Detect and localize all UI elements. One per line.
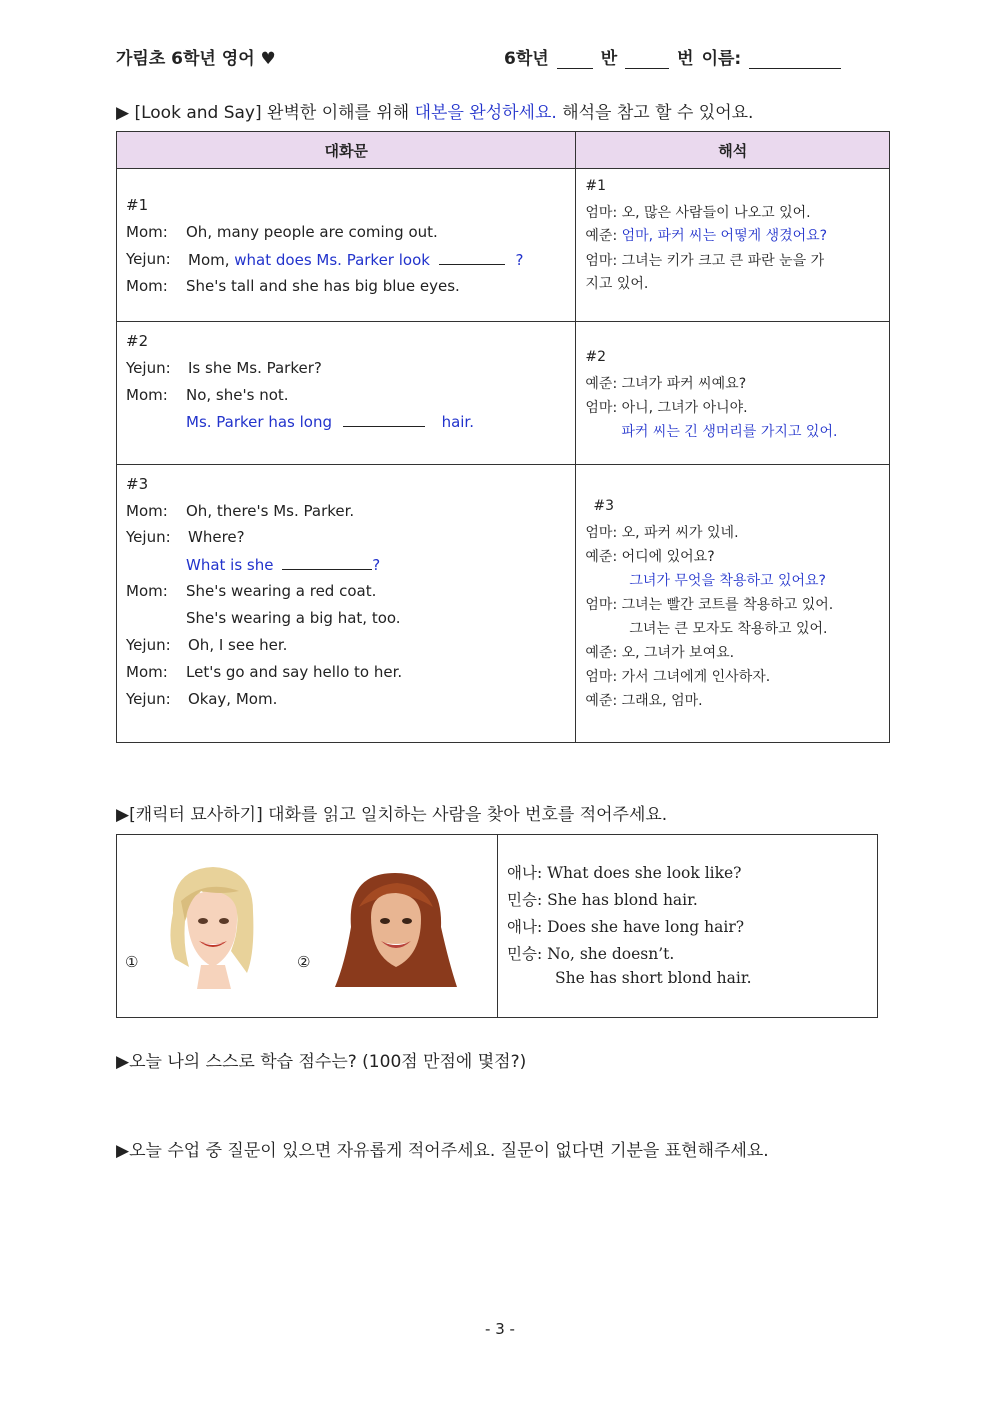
section1-highlight: 대본을 완성하세요.: [414, 103, 557, 123]
translation-line: 예준: 오, 그녀가 보여요.: [585, 645, 735, 661]
section2-title: ▶[캐릭터 묘사하기] 대화를 읽고 일치하는 사람을 찾아 번호를 적어주세요.: [116, 805, 668, 825]
translation-cell-2: [576, 322, 890, 465]
translation-highlight: 그녀가 무엇을 착용하고 있어요?: [629, 573, 826, 589]
option-2-label: ②: [297, 953, 311, 971]
dialogue-table: [116, 131, 890, 743]
description-line: 민승: She has blond hair.: [507, 891, 698, 909]
section1-suffix: 해석을 참고 할 수 있어요.: [556, 103, 754, 123]
self-score-prompt: ▶오늘 나의 스스로 학습 점수는? (100점 만점에 몇점?): [116, 1052, 527, 1072]
speaker: Yejun:: [126, 690, 171, 708]
translation-highlight: 파커 씨는 긴 생머리를 가지고 있어.: [621, 424, 838, 440]
utterance: Is she Ms. Parker?: [188, 359, 322, 377]
brown-long-hair-face-image[interactable]: [331, 867, 461, 989]
question-highlight: what does Ms. Parker look: [234, 251, 430, 269]
question-highlight: What is she: [186, 556, 274, 574]
question-mark: ?: [515, 251, 524, 269]
name-label: 이름:: [701, 49, 742, 69]
speaker: Mom:: [126, 386, 168, 404]
speaker: Mom:: [126, 223, 168, 241]
number-label: 번: [677, 49, 694, 69]
description-line: 애나: Does she have long hair?: [507, 918, 745, 936]
translation-line: 엄마: 오, 파커 씨가 있네.: [585, 525, 739, 541]
class-blank[interactable]: [557, 50, 593, 69]
dialogue-num: #2: [126, 332, 149, 350]
box-divider: [497, 835, 498, 1017]
description-line: 민승: No, she doesn’t.: [507, 945, 675, 963]
section1-title: [116, 98, 753, 123]
question-mark: ?: [372, 556, 381, 574]
utterance: Okay, Mom.: [188, 690, 278, 708]
speaker: Mom:: [126, 582, 168, 600]
utterance: No, she's not.: [186, 386, 289, 404]
school-title: 가림초 6학년 영어 ♥: [116, 49, 276, 69]
dialogue-cell-1: [117, 169, 576, 322]
number-blank[interactable]: [625, 50, 669, 69]
question-prompt: ▶오늘 수업 중 질문이 있으면 자유롭게 적어주세요. 질문이 없다면 기분을 표현해주세요.: [116, 1141, 769, 1161]
translation-line: 엄마: 그녀는 빨간 코트를 착용하고 있어.: [585, 597, 834, 613]
dialogue-cell-3: [117, 465, 576, 743]
student-info: [504, 44, 841, 69]
dialogue-cell-2: [117, 322, 576, 465]
page-number: - 3 -: [485, 1320, 515, 1338]
class-label: 반: [600, 49, 618, 69]
name-blank[interactable]: [749, 50, 841, 69]
speaker: Mom:: [126, 663, 168, 681]
speaker: Yejun:: [126, 359, 171, 377]
dialogue-num: #3: [126, 475, 149, 493]
option-1-label: ①: [125, 953, 139, 971]
translation-line: 엄마: 오, 많은 사람들이 나오고 있어.: [585, 205, 811, 221]
translation-cell-3: [576, 465, 890, 743]
translation-line: 지고 있어.: [585, 276, 649, 292]
translation-line: 예준: 그래요, 엄마.: [585, 693, 703, 709]
description-line: 애나: What does she look like?: [507, 864, 742, 882]
utterance: Oh, many people are coming out.: [186, 223, 438, 241]
answer-blank[interactable]: [343, 412, 425, 427]
translation-line: [585, 225, 827, 245]
translation-num: #3: [593, 498, 615, 514]
worksheet-header: [116, 44, 876, 70]
translation-num: #2: [585, 349, 607, 365]
utterance: She's wearing a red coat.: [186, 582, 377, 600]
speaker: Mom:: [126, 277, 168, 295]
utterance-part: hair.: [441, 413, 474, 431]
utterance: She's tall and she has big blue eyes.: [186, 277, 460, 295]
dialogue-column-header: 대화문: [117, 132, 576, 169]
translation-highlight: 엄마, 파커 씨는 어떻게 생겼어요?: [621, 228, 828, 244]
grade-label: 6학년: [504, 49, 549, 69]
answer-blank[interactable]: [439, 250, 505, 265]
utterance-part: Mom,: [188, 251, 235, 269]
translation-line: 예준: 어디에 있어요?: [585, 549, 715, 565]
translation-line: 엄마: 그녀는 키가 크고 큰 파란 눈을 가: [585, 253, 825, 269]
utterance: She's wearing a big hat, too.: [186, 609, 401, 627]
translation-part: 예준:: [585, 228, 622, 244]
translation-line: 예준: 그녀가 파커 씨예요?: [585, 376, 747, 392]
speaker: Yejun:: [126, 250, 171, 268]
utterance: [186, 412, 474, 431]
translation-num: #1: [585, 178, 607, 194]
question-highlight: Ms. Parker has long: [186, 413, 332, 431]
utterance: [186, 555, 380, 574]
translation-column-header: 해석: [576, 132, 890, 169]
answer-blank[interactable]: [282, 555, 372, 570]
translation-line: 엄마: 아니, 그녀가 아니야.: [585, 400, 748, 416]
speaker: Yejun:: [126, 636, 171, 654]
description-line: She has short blond hair.: [555, 969, 752, 987]
utterance: Oh, I see her.: [188, 636, 288, 654]
utterance: [188, 250, 524, 269]
speaker: Yejun:: [126, 528, 171, 546]
utterance: Oh, there's Ms. Parker.: [186, 502, 355, 520]
utterance: Let's go and say hello to her.: [186, 663, 403, 681]
translation-line: 엄마: 가서 그녀에게 인사하자.: [585, 669, 771, 685]
dialogue-num: #1: [126, 196, 149, 214]
utterance: Where?: [188, 528, 245, 546]
speaker: Mom:: [126, 502, 168, 520]
blond-short-hair-face-image[interactable]: [161, 861, 261, 989]
translation-cell-1: [576, 169, 890, 322]
section1-prefix: ▶ [Look and Say] 완벽한 이해를 위해: [116, 103, 415, 123]
character-box: [116, 834, 878, 1018]
translation-line: 그녀는 큰 모자도 착용하고 있어.: [629, 621, 828, 637]
